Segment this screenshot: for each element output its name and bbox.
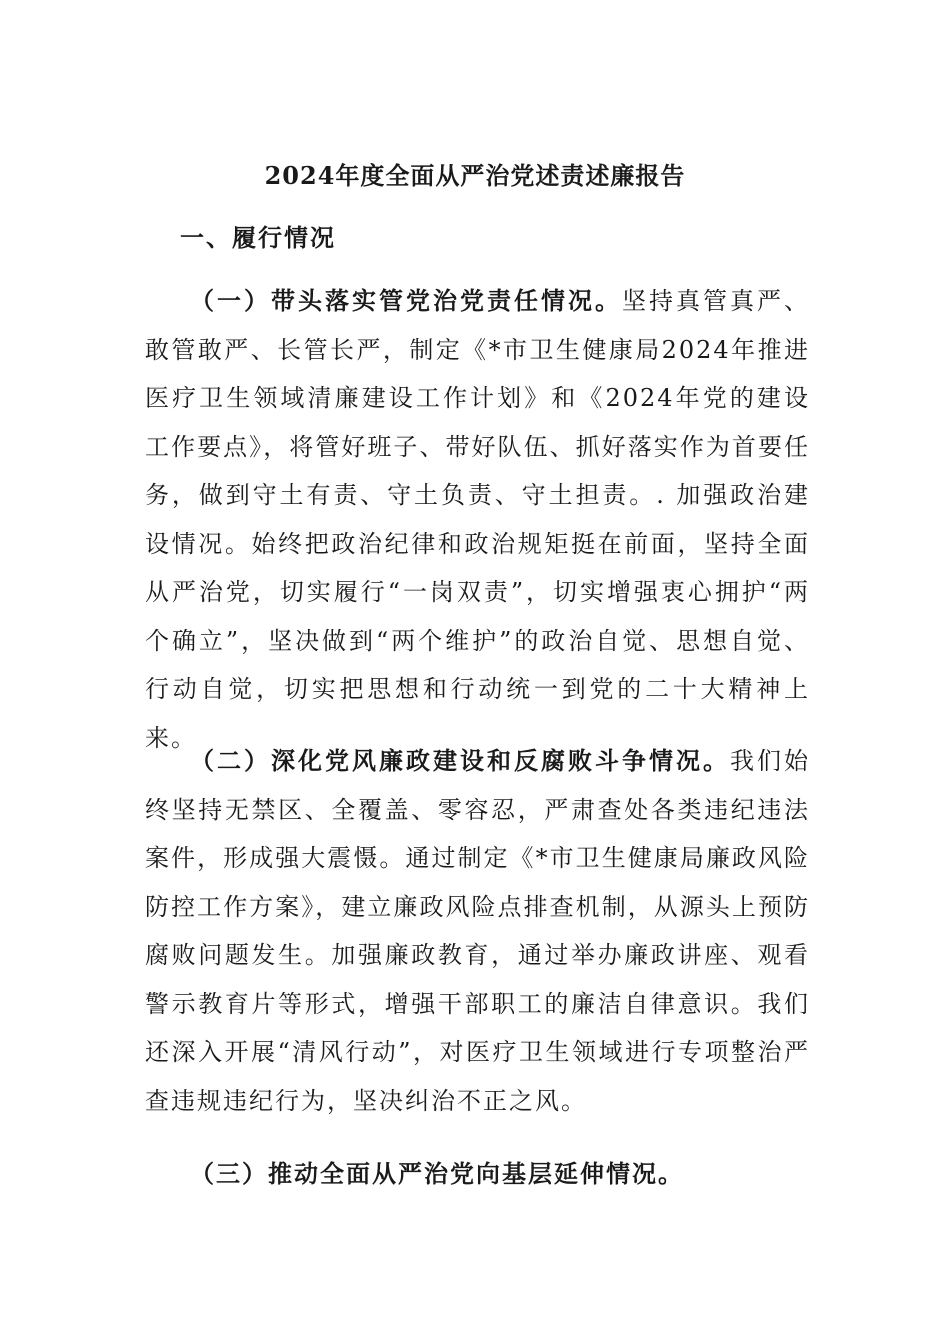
- paragraph-2-text: 我们始终坚持无禁区、全覆盖、零容忍，严肃查处各类违纪违法案件，形成强大震慑。通过制定《*市卫生健康局廉政风险防控工作方案》，建立廉政风险点排查机制，从源头上预防腐败问题发生。加强廉政教育，通过举办廉政讲座、观看警示教育片等形式，增强干部职工的廉洁自律意识。我们还深入开展“清风行动”，对医疗卫生领域进行专项整治严查违规违纪行为，坚决纠治不正之风。: [145, 747, 810, 1115]
- paragraph-1: [145, 277, 810, 762]
- paragraph-1-lead: （一）带头落实管党治党责任情况。: [190, 286, 622, 315]
- paragraph-1-text: 坚持真管真严、敢管敢严、长管长严，制定《*市卫生健康局2024年推进医疗卫生领域清廉建设工作计划》和《2024年党的建设工作要点》，将管好班子、带好队伍、抓好落实作为首要任务，做到守土有责、守土负责、守土担责。. 加强政治建设情况。始终把政治纪律和政治规矩挺在前面，坚持全面从严治党，切实履行“一岗双责”，切实增强衷心拥护“两个确立”，坚决做到“两个维护”的政治自觉、思想自觉、行动自觉，切实把思想和行动统一到党的二十大精神上来。: [145, 287, 810, 752]
- paragraph-3-lead: （三）推动全面从严治党向基层延伸情况。: [190, 1159, 684, 1188]
- document-title: 2024年度全面从严治党述责述廉报告: [264, 161, 686, 190]
- paragraph-3: [145, 1150, 810, 1199]
- paragraph-2-lead: （二）深化党风廉政建设和反腐败斗争情况。: [190, 746, 730, 775]
- section-heading: 一、履行情况: [180, 223, 336, 252]
- paragraph-2: [145, 737, 810, 1125]
